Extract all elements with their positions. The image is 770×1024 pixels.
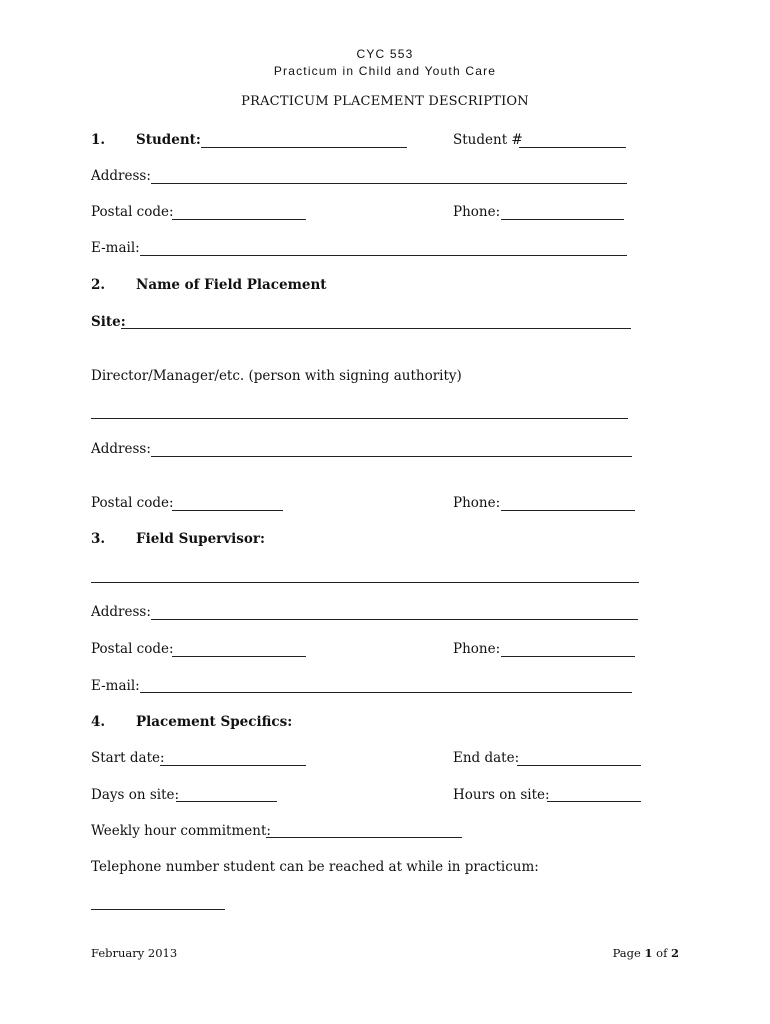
course-name: Practicum in Child and Youth Care (273, 64, 497, 78)
director-field[interactable] (91, 418, 628, 419)
student-email-field[interactable] (140, 255, 627, 256)
supervisor-phone-field[interactable] (501, 656, 635, 657)
site-label: Site: (91, 314, 126, 330)
supervisor-email-label: E-mail: (91, 678, 140, 694)
student-number-field[interactable] (519, 147, 626, 148)
site-phone-field[interactable] (501, 510, 635, 511)
section-1-number: 1. (91, 132, 106, 148)
practicum-telephone-field[interactable] (91, 909, 225, 910)
student-phone-field[interactable] (501, 219, 624, 220)
page-number (613, 946, 679, 960)
page-current: 1 (644, 946, 653, 960)
footer-date: February 2013 (91, 946, 178, 960)
student-email-label: E-mail: (91, 240, 140, 256)
director-label: Director/Manager/etc. (person with signing authority) (91, 368, 462, 384)
hours-on-site-field[interactable] (547, 801, 641, 802)
hours-on-site-label: Hours on site: (453, 787, 550, 803)
site-address-field[interactable] (151, 456, 632, 457)
site-address-label: Address: (91, 441, 151, 457)
course-code: CYC 553 (356, 47, 414, 61)
site-postal-code-label: Postal code: (91, 495, 174, 511)
start-date-label: Start date: (91, 750, 165, 766)
end-date-field[interactable] (517, 765, 641, 766)
supervisor-address-label: Address: (91, 604, 151, 620)
supervisor-name-field[interactable] (91, 582, 639, 583)
supervisor-postal-code-field[interactable] (172, 656, 306, 657)
site-phone-label: Phone: (453, 495, 501, 511)
site-field[interactable] (121, 328, 631, 329)
student-postal-code-label: Postal code: (91, 204, 174, 220)
days-on-site-field[interactable] (176, 801, 277, 802)
weekly-hours-field[interactable] (266, 837, 462, 838)
page-total: 2 (670, 946, 679, 960)
student-postal-code-field[interactable] (172, 219, 306, 220)
section-2-heading: Name of Field Placement (136, 277, 327, 293)
section-2-number: 2. (91, 277, 106, 293)
section-3-number: 3. (91, 531, 106, 547)
student-name-field[interactable] (201, 147, 407, 148)
student-number-label: Student # (453, 132, 523, 148)
end-date-label: End date: (453, 750, 520, 766)
supervisor-email-field[interactable] (140, 692, 632, 693)
student-phone-label: Phone: (453, 204, 501, 220)
supervisor-postal-code-label: Postal code: (91, 641, 174, 657)
page-of: of (652, 946, 671, 960)
weekly-hours-label: Weekly hour commitment: (91, 823, 271, 839)
section-4-number: 4. (91, 714, 106, 730)
student-address-label: Address: (91, 168, 151, 184)
section-3-heading: Field Supervisor: (136, 531, 265, 547)
student-address-field[interactable] (151, 183, 627, 184)
student-label: Student: (136, 132, 201, 148)
start-date-field[interactable] (160, 765, 306, 766)
site-postal-code-field[interactable] (172, 510, 283, 511)
page-prefix: Page (612, 946, 645, 960)
supervisor-address-field[interactable] (151, 619, 638, 620)
section-4-heading: Placement Specifics: (136, 714, 293, 730)
form-title: PRACTICUM PLACEMENT DESCRIPTION (241, 94, 529, 109)
days-on-site-label: Days on site: (91, 787, 180, 803)
supervisor-phone-label: Phone: (453, 641, 501, 657)
practicum-telephone-label: Telephone number student can be reached at while in practicum: (91, 859, 539, 875)
